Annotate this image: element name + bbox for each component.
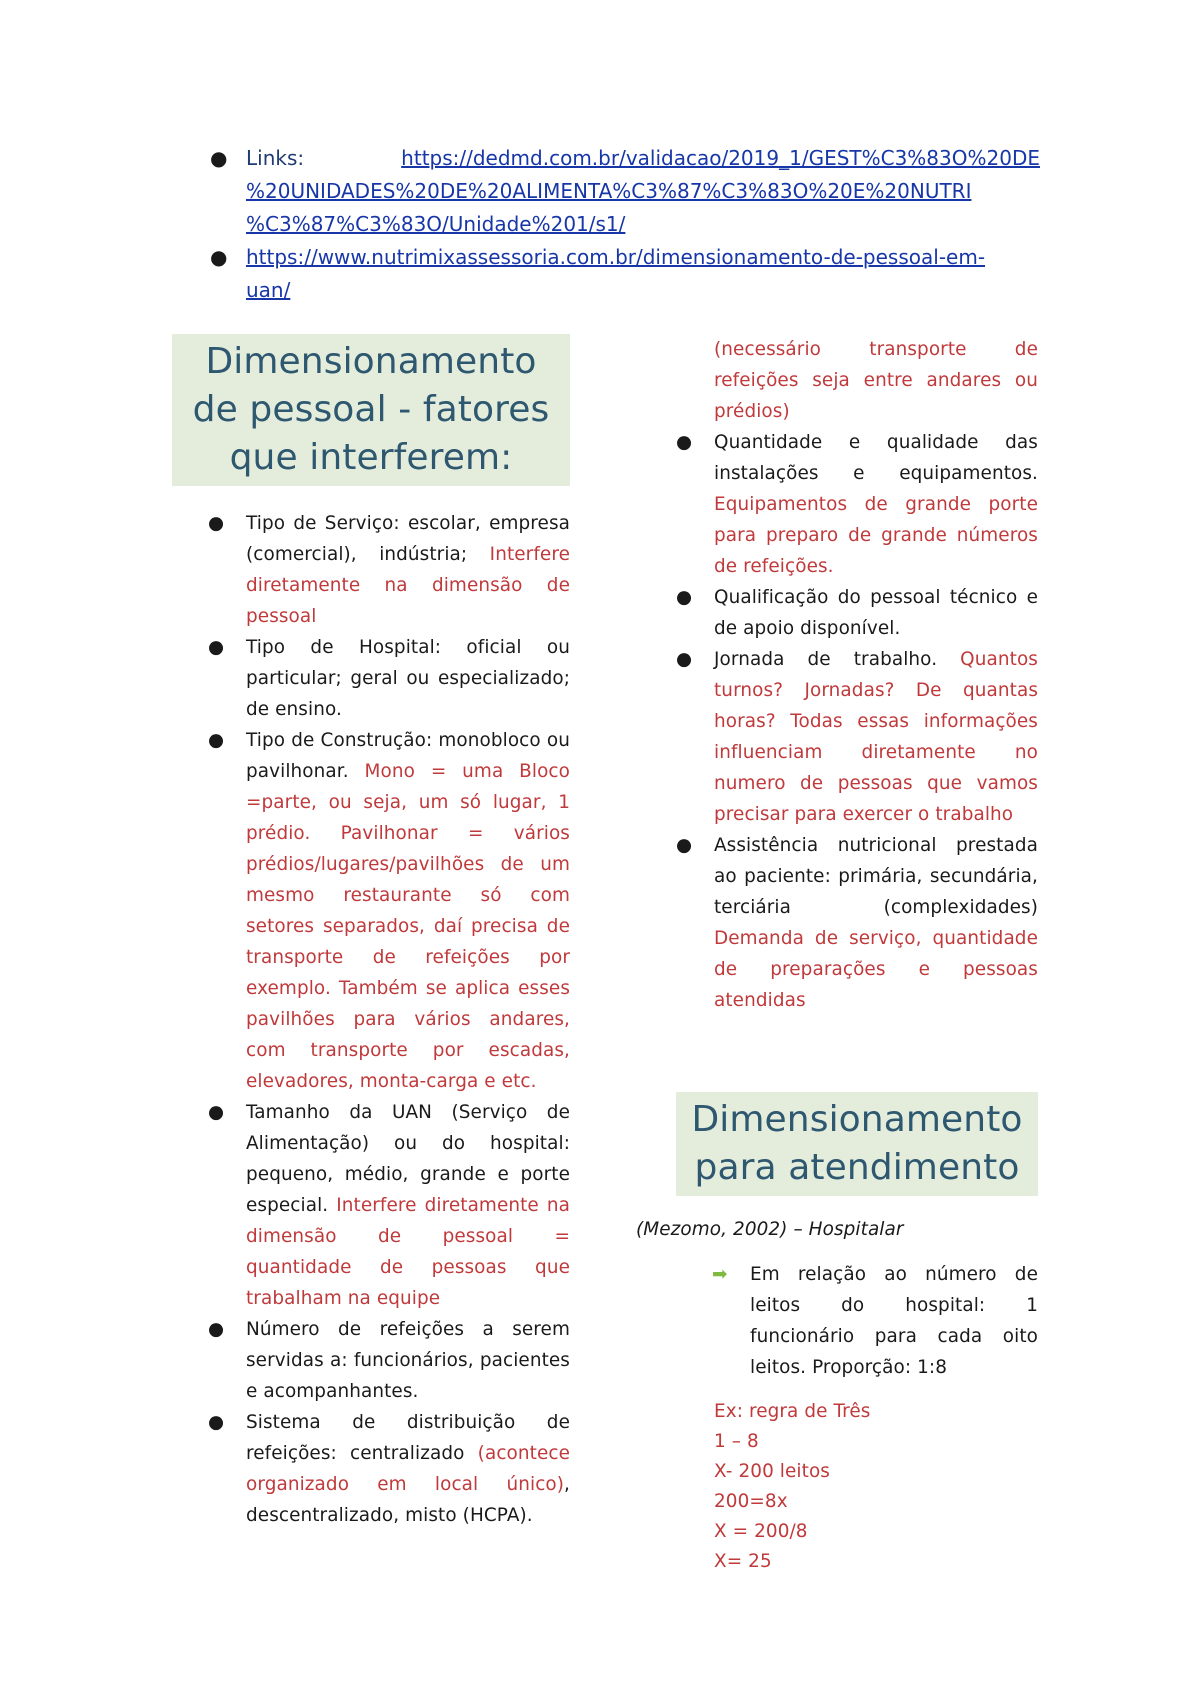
item-text: Tipo de Construção: monobloco ou pavilhonar. xyxy=(246,730,570,782)
left-column xyxy=(172,334,570,1531)
bullet-icon: ● xyxy=(208,1102,225,1123)
item-note: Demanda de serviço, quantidade de preparações e pessoas atendidas xyxy=(714,928,1038,1011)
list-item xyxy=(172,1314,570,1407)
link-dedmd-line2[interactable]: %20UNIDADES%20DE%20ALIMENTA%C3%87%C3%83O%20E%20NUTRI xyxy=(246,179,972,203)
links-list xyxy=(200,142,1040,307)
bullet-icon: ● xyxy=(208,513,225,534)
item-note: Interfere diretamente na dimensão de pessoal = quantidade de pessoas que trabalham na equipe xyxy=(246,1195,570,1309)
arrow-list-item xyxy=(640,1259,1038,1383)
list-item xyxy=(200,241,1040,307)
item-text: Tipo de Serviço: escolar, empresa (comercial), indústria; xyxy=(246,513,570,565)
list-item xyxy=(172,632,570,725)
list-item xyxy=(640,830,1038,1016)
continued-note: (necessário transporte de refeições seja entre andares ou prédios) xyxy=(714,339,1038,422)
example-block xyxy=(640,1397,1038,1577)
bullet-icon: ● xyxy=(208,730,225,751)
example-line: 1 – 8 xyxy=(714,1431,759,1452)
list-item xyxy=(172,1097,570,1314)
item-note: (acontece organizado em local único) xyxy=(246,1443,570,1495)
arrow-right-icon: ➡ xyxy=(712,1264,728,1285)
item-text: Tipo de Hospital: oficial ou particular; geral ou especializado; de ensino. xyxy=(246,637,570,720)
bullet-icon: ● xyxy=(208,1412,225,1433)
example-line: X = 200/8 xyxy=(714,1521,808,1542)
item-text: Jornada de trabalho. xyxy=(714,649,938,670)
bullet-icon: ● xyxy=(208,1319,225,1340)
list-item xyxy=(640,582,1038,644)
bullet-icon: ● xyxy=(676,587,693,608)
item-text: Quantidade e qualidade das instalações e equipamentos. xyxy=(714,432,1038,484)
item-text: Número de refeições a serem servidas a: funcionários, pacientes e acompanhantes. xyxy=(246,1319,570,1402)
bullet-icon: ● xyxy=(210,146,228,170)
item-text: Sistema de distribuição de refeições: centralizado xyxy=(246,1412,570,1464)
list-item xyxy=(172,508,570,632)
section-heading: Dimensionamento para atendimento xyxy=(676,1092,1038,1196)
list-item xyxy=(172,1407,570,1531)
example-line: X= 25 xyxy=(714,1551,772,1572)
link-nutrimix-line2[interactable]: uan/ xyxy=(246,278,291,302)
item-note: Equipamentos de grande porte para preparo de grande números de refeições. xyxy=(714,494,1038,577)
item-text: Qualificação do pessoal técnico e de apoio disponível. xyxy=(714,587,1038,639)
item-note: Mono = uma Bloco =parte, ou seja, um só lugar, 1 prédio. Pavilhonar = vários prédios/lugares/pavilhões de um mesmo restaurante só com setores separados, daí precisa de transporte de refeições por exemplo. Também se aplica esses pavilhões para vários andares, com transporte por escadas, elevadores, monta-carga e etc. xyxy=(246,761,570,1092)
item-text: , descentralizado, misto (HCPA). xyxy=(246,1474,570,1526)
list-item xyxy=(640,427,1038,582)
bullet-icon: ● xyxy=(676,432,693,453)
list-item xyxy=(172,725,570,1097)
link-dedmd-line1[interactable]: https://dedmd.com.br/validacao/2019_1/GEST%C3%83O%20DE xyxy=(401,146,1040,170)
bullet-icon: ● xyxy=(208,637,225,658)
bullet-icon: ● xyxy=(676,649,693,670)
example-line: X- 200 leitos xyxy=(714,1461,830,1482)
link-nutrimix-line1[interactable]: https://www.nutrimixassessoria.com.br/dimensionamento-de-pessoal-em- xyxy=(246,245,986,269)
right-column xyxy=(636,334,1038,1577)
item-text: Em relação ao número de leitos do hospital: 1 funcionário para cada oito leitos. Proporção: 1:8 xyxy=(750,1264,1038,1378)
source-citation: (Mezomo, 2002) – Hospitalar xyxy=(636,1219,904,1240)
link-dedmd-line3[interactable]: %C3%87%C3%83O/Unidade%201/s1/ xyxy=(246,212,626,236)
section-heading: Dimensionamento de pessoal - fatores que interferem: xyxy=(172,334,570,486)
item-text: Tamanho da UAN (Serviço de Alimentação) ou do hospital: pequeno, médio, grande e porte especial. xyxy=(246,1102,570,1216)
example-line: Ex: regra de Três xyxy=(714,1401,871,1422)
links-label: Links: xyxy=(246,146,305,170)
example-line: 200=8x xyxy=(714,1491,788,1512)
item-text: Assistência nutricional prestada ao paciente: primária, secundária, terciária (complexidades) xyxy=(714,835,1038,918)
list-item xyxy=(200,142,1040,241)
bullet-icon: ● xyxy=(676,835,693,856)
bullet-icon: ● xyxy=(210,245,228,269)
item-note: Interfere diretamente na dimensão de pessoal xyxy=(246,544,570,627)
list-item xyxy=(640,644,1038,830)
item-note: Quantos turnos? Jornadas? De quantas horas? Todas essas informações influenciam diretamente no numero de pessoas que vamos precisar para exercer o trabalho xyxy=(714,649,1038,825)
